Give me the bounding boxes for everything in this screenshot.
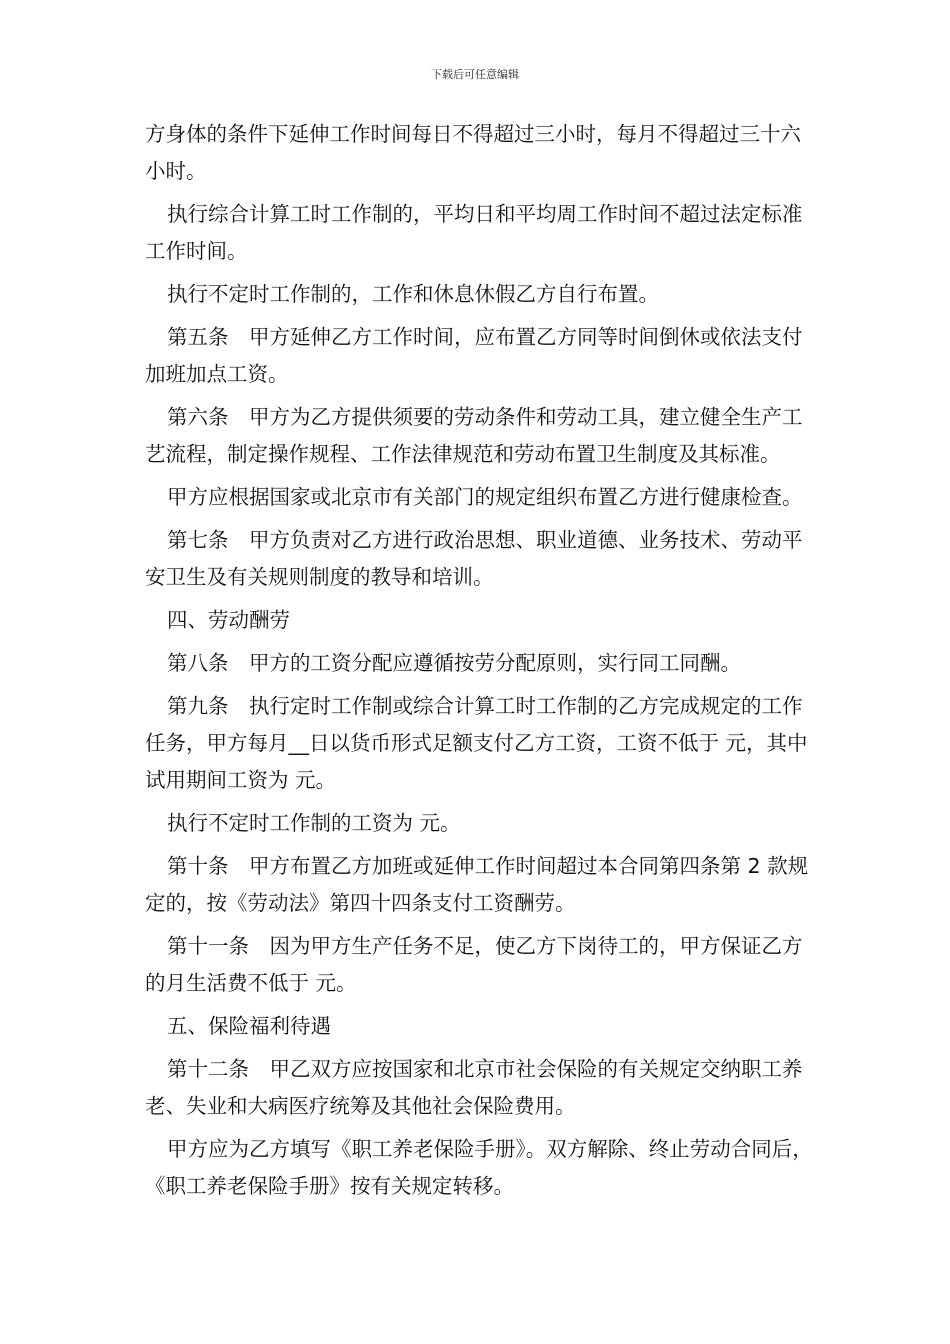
paragraph: 第六条 甲方为乙方提供须要的劳动条件和劳动工具，建立健全生产工艺流程，制定操作规程、工作法律规范和劳动布置卫生制度及其标准。 [145,405,803,466]
page-header: 下载后可任意编辑 [431,68,519,81]
paragraph: 第十二条 甲乙双方应按国家和北京市社会保险的有关规定交纳职工养老、失业和大病医疗统筹及其他社会保险费用。 [145,1057,803,1118]
paragraph: 第九条 执行定时工作制或综合计算工时工作制的乙方完成规定的工作任务，甲方每月__日以货币形式足额支付乙方工资，工资不低于 元，其中试用期间工资为 元。 [145,694,808,792]
paragraph: 甲方应为乙方填写《职工养老保险手册》。双方解除、终止劳动合同后，《职工养老保险手册》按有关规定转移。 [145,1137,813,1198]
paragraph: 执行综合计算工时工作制的，平均日和平均周工作时间不超过法定标准工作时间。 [145,202,803,263]
paragraph: 执行不定时工作制的工资为 元。 [167,811,461,835]
paragraph: 四、劳动酬劳 [167,608,290,632]
paragraph: 第八条 甲方的工资分配应遵循按劳分配原则，实行同工同酬。 [167,651,741,675]
paragraph: 第五条 甲方延伸乙方工作时间，应布置乙方同等时间倒休或依法支付加班加点工资。 [145,325,803,386]
paragraph: 甲方应根据国家或北京市有关部门的规定组织布置乙方进行健康检查。 [167,485,803,509]
paragraph: 第十条 甲方布置乙方加班或延伸工作时间超过本合同第四条第 2 款规定的，按《劳动法》第四十四条支付工资酬劳。 [145,854,809,915]
paragraph: 五、保险福利待遇 [167,1014,331,1038]
paragraph: 方身体的条件下延伸工作时间每日不得超过三小时，每月不得超过三十六小时。 [145,122,801,183]
paragraph: 执行不定时工作制的，工作和休息休假乙方自行布置。 [167,282,659,306]
paragraph: 第七条 甲方负责对乙方进行政治思想、职业道德、业务技术、劳动平安卫生及有关规则制度的教导和培训。 [145,528,803,589]
document-body [145,116,813,1205]
paragraph: 第十一条 因为甲方生产任务不足，使乙方下岗待工的，甲方保证乙方的月生活费不低于 元。 [145,934,803,995]
